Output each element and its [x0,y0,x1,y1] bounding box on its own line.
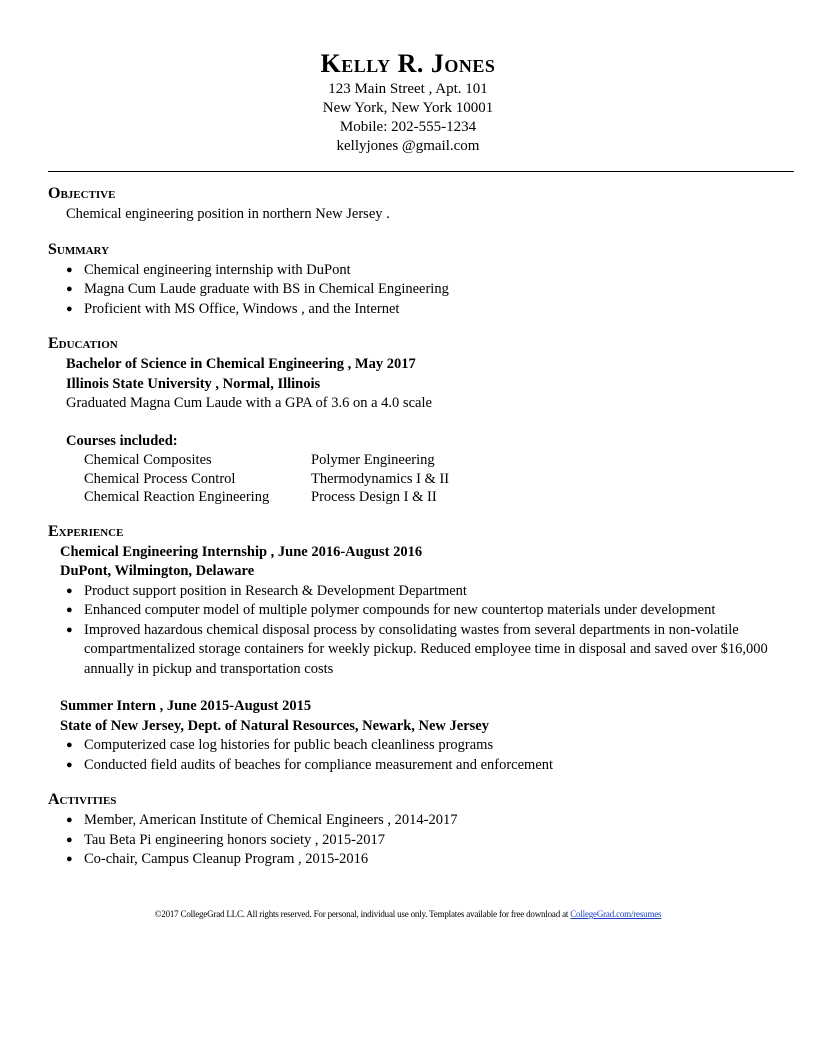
job-role: Summer Intern , June 2015-August 2015 [60,698,312,714]
job-org: State of New Jersey, Dept. of Natural Resources, Newark, New Jersey [60,717,489,734]
address-line-2: New York, New York 10001 [322,100,494,116]
job-bullets [48,582,794,680]
address-line-1: 123 Main Street , Apt. 101 [328,81,488,97]
activities-list [48,811,794,870]
list-item: ● Magna Cum Laude graduate with BS in Chemical Engineering [64,280,794,300]
section-heading: Summary [48,240,110,258]
list-item: ● Improved hazardous chemical disposal process by consolidating wastes from several departments in non-volatile compartmentalized storage containers for weekly pickup. Reduced employee time in disposal and saved over $16,000 annually in pickup and transportation costs [64,621,794,680]
spacer [48,414,794,432]
course-item: Polymer Engineering [311,452,435,468]
resume-header [0,48,816,156]
gpa-line: Graduated Magna Cum Laude with a GPA of 3.6 on a 4.0 scale [66,395,432,411]
school: Illinois State University , Normal, Illinois [66,375,321,392]
objective-section [48,183,794,225]
footer-text: ©2017 CollegeGrad LLC. All rights reserved. For personal, individual use only. Templates available for free download at [154,909,571,919]
course-item: Chemical Process Control [84,470,236,487]
activities-section [48,789,794,870]
mobile-phone: Mobile: 202-555-1234 [339,119,477,135]
summary-list [48,261,794,320]
resume-body [48,183,794,884]
list-item: ● Enhanced computer model of multiple polymer compounds for new countertop materials under development [64,601,794,621]
course-item: Chemical Reaction Engineering [84,489,270,505]
degree: Bachelor of Science in Chemical Engineering , May 2017 [66,356,416,372]
section-heading: Experience [48,522,124,540]
course-item: Thermodynamics I & II [311,470,450,487]
copyright-footer [0,909,816,919]
summary-section [48,239,794,320]
job-entry [48,697,794,775]
experience-section [48,521,794,776]
education-section [48,333,794,507]
list-item: ● Proficient with MS Office, Windows , and the Internet [64,300,794,320]
course-item: Process Design I & II [311,489,437,505]
candidate-name: Kelly R. Jones [320,49,496,78]
section-heading: Activities [48,791,117,808]
header-divider [48,171,794,172]
list-item: ● Member, American Institute of Chemical Engineers , 2014-2017 [64,811,794,831]
list-item: ● Computerized case log histories for public beach cleanliness programs [64,736,794,756]
courses-grid [48,451,794,507]
job-role: Chemical Engineering Internship , June 2016-August 2016 [60,543,423,560]
list-item: ● Co-chair, Campus Cleanup Program , 2015-2016 [64,850,794,870]
list-item: ● Tau Beta Pi engineering honors society , 2015-2017 [64,831,794,851]
job-bullets [48,736,794,775]
section-heading: Education [48,335,118,352]
spacer [48,679,794,697]
course-item: Chemical Composites [84,452,212,468]
collegegrad-link[interactable]: CollegeGrad.com/resumes [570,909,662,919]
email-address: kellyjones @gmail.com [336,138,480,154]
section-heading: Objective [48,185,116,202]
objective-text: Chemical engineering position in northern New Jersey . [66,206,390,222]
list-item: ● Chemical engineering internship with DuPont [64,261,794,281]
courses-label: Courses included: [66,432,178,449]
list-item: ● Conducted field audits of beaches for compliance measurement and enforcement [64,756,794,776]
job-entry [48,543,794,680]
list-item: ● Product support position in Research & Development Department [64,582,794,602]
job-org: DuPont, Wilmington, Delaware [60,563,255,579]
